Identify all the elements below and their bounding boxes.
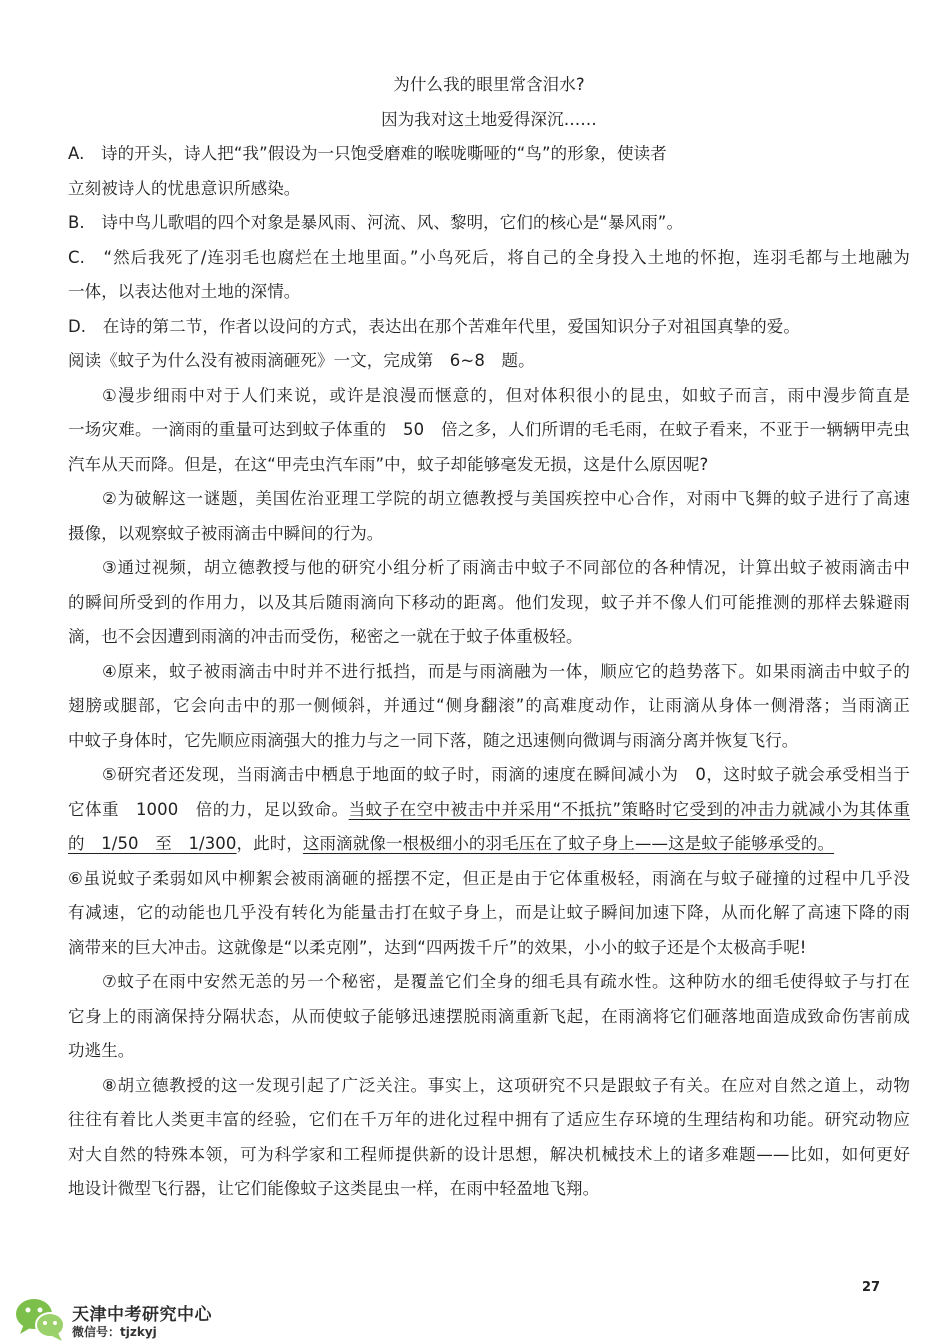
footer-branding [14, 1296, 274, 1342]
paragraph-line [68, 827, 910, 862]
paragraph-line: ④原来，蚊子被雨滴击中时并不进行抵挡，而是与雨滴融为一体，顺应它的趋势落下。如果雨滴击中蚊子的 [102, 661, 910, 681]
option-c-line: 一体，以表达他对土地的深情。 [68, 282, 301, 301]
paragraph-line: 汽车从天而降。但是，在这“甲壳虫汽车雨”中，蚊子却能够毫发无损，这是什么原因呢? [68, 454, 709, 474]
paragraph-line: 滴，也不会因遭到雨滴的冲击而受伤，秘密之一就在于蚊子体重极轻。 [68, 627, 583, 646]
paragraph-line: ①漫步细雨中对于人们来说，或许是浪漫而惬意的，但对体积很小的昆虫，如蚊子而言，雨中漫步简直是 [102, 385, 910, 405]
paragraph-line: 往往有着比人类更丰富的经验，它们在千万年的进化过程中拥有了适应生存环境的生理结构和功能。研究动物应 [68, 1110, 910, 1129]
underlined-text: 当蚊子在空中被击中并采用“不抵抗”策略时它受到的冲击力就减小为其体重 [348, 799, 910, 819]
paragraph-line: 摄像，以观察蚊子被雨滴击中瞬间的行为。 [68, 523, 384, 543]
underlined-text: 这雨滴就像一根极细小的羽毛压在了蚊子身上——这是蚊子能够承受的。 [302, 834, 835, 853]
plain-text: ，此时， [236, 834, 303, 853]
reading-instruction: 阅读《蚊子为什么没有被雨滴砸死》一文，完成第 6~8 题。 [68, 351, 535, 370]
plain-text: 它体重 1000 倍的力，足以致命。 [68, 799, 349, 819]
paragraph-line: ⑧胡立德教授的这一发现引起了广泛关注。事实上，这项研究不只是跟蚊子有关。在应对自然之道上，动物 [102, 1075, 910, 1095]
paragraph-line: ⑤研究者还发现，当雨滴击中栖息于地面的蚊子时，雨滴的速度在瞬间减小为 0，这时蚊子就会承受相当于 [102, 765, 910, 784]
paragraph-line: 滴带来的巨大冲击。这就像是“以柔克刚”，达到“四两拨千斤”的效果，小小的蚊子还是个太极高手呢! [68, 937, 807, 957]
paragraph-line: 一场灾难。一滴雨的重量可达到蚊子体重的 50 倍之多，人们所谓的毛毛雨，在蚊子看来，不亚于一辆辆甲壳虫 [68, 420, 910, 439]
option-a-line: A. 诗的开头，诗人把“我”假设为一只饱受磨难的喉咙嘶哑的“鸟”的形象，使读者 [68, 144, 667, 163]
page-number: 27 [862, 1280, 881, 1295]
poem-line: 为什么我的眼里常含泪水? [393, 75, 585, 94]
option-b-line: B. 诗中鸟儿歌唱的四个对象是暴风雨、河流、风、黎明，它们的核心是“暴风雨”。 [68, 213, 684, 232]
option-c-line: C. “然后我死了/连羽毛也腐烂在土地里面。”小鸟死后，将自己的全身投入土地的怀抱，连羽毛都与土地融为 [68, 247, 910, 267]
paragraph-line: ②为破解这一谜题，美国佐治亚理工学院的胡立德教授与美国疾控中心合作，对雨中飞舞的蚊子进行了高速 [102, 489, 910, 508]
document-page [68, 68, 910, 1207]
paragraph-line: 地设计微型飞行器，让它们能像蚊子这类昆虫一样，在雨中轻盈地飞翔。 [68, 1179, 600, 1198]
org-name: 天津中考研究中心 [72, 1305, 212, 1325]
paragraph-line: 翅膀或腿部，它会向击中的那一侧倾斜，并通过“侧身翻滚”的高难度动作，让雨滴从身体一侧滑落；当雨滴正 [68, 696, 910, 715]
paragraph-line: 功逃生。 [68, 1041, 135, 1060]
paragraph-line: 的瞬间所受到的作用力，以及其后随雨滴向下移动的距离。他们发现，蚊子并不像人们可能推测的那样去躲避雨 [68, 592, 910, 612]
paragraph-line: ⑥虽说蚊子柔弱如风中柳絮会被雨滴砸的摇摆不定，但正是由于它体重极轻，雨滴在与蚊子碰撞的过程中几乎没 [68, 868, 910, 888]
paragraph-line: ⑦蚊子在雨中安然无恙的另一个秘密，是覆盖它们全身的细毛具有疏水性。这种防水的细毛使得蚊子与打在 [102, 972, 910, 991]
underlined-text: 的 1/50 至 1/300 [68, 834, 237, 853]
paragraph-line: 有减速，它的动能也几乎没有转化为能量击打在蚊子身上，而是让蚊子瞬间加速下降，从而化解了高速下降的雨 [68, 903, 910, 922]
wechat-id: 微信号：tjzkyj [72, 1325, 157, 1339]
paragraph-line: 它身上的雨滴保持分隔状态，从而使蚊子能够迅速摆脱雨滴重新飞起，在雨滴将它们砸落地面造成致命伤害前成 [68, 1006, 910, 1026]
option-a-line: 立刻被诗人的忧患意识所感染。 [68, 178, 301, 198]
paragraph-line: 中蚊子身体时，它先顺应雨滴强大的推力与之一同下落，随之迅速侧向微调与雨滴分离并恢复飞行。 [68, 730, 799, 750]
wechat-logo-icon [14, 1296, 68, 1342]
option-d-line: D. 在诗的第二节，作者以设问的方式，表达出在那个苦难年代里，爱国知识分子对祖国真挚的爱。 [68, 316, 800, 336]
poem-line: 因为我对这土地爱得深沉…… [381, 109, 597, 129]
paragraph-line [68, 793, 910, 828]
paragraph-line: ③通过视频，胡立德教授与他的研究小组分析了雨滴击中蚊子不同部位的各种情况，计算出蚊子被雨滴击中 [102, 558, 910, 577]
paragraph-line: 对大自然的特殊本领，可为科学家和工程师提供新的设计思想，解决机械技术上的诸多难题——比如，如何更好 [68, 1144, 910, 1164]
